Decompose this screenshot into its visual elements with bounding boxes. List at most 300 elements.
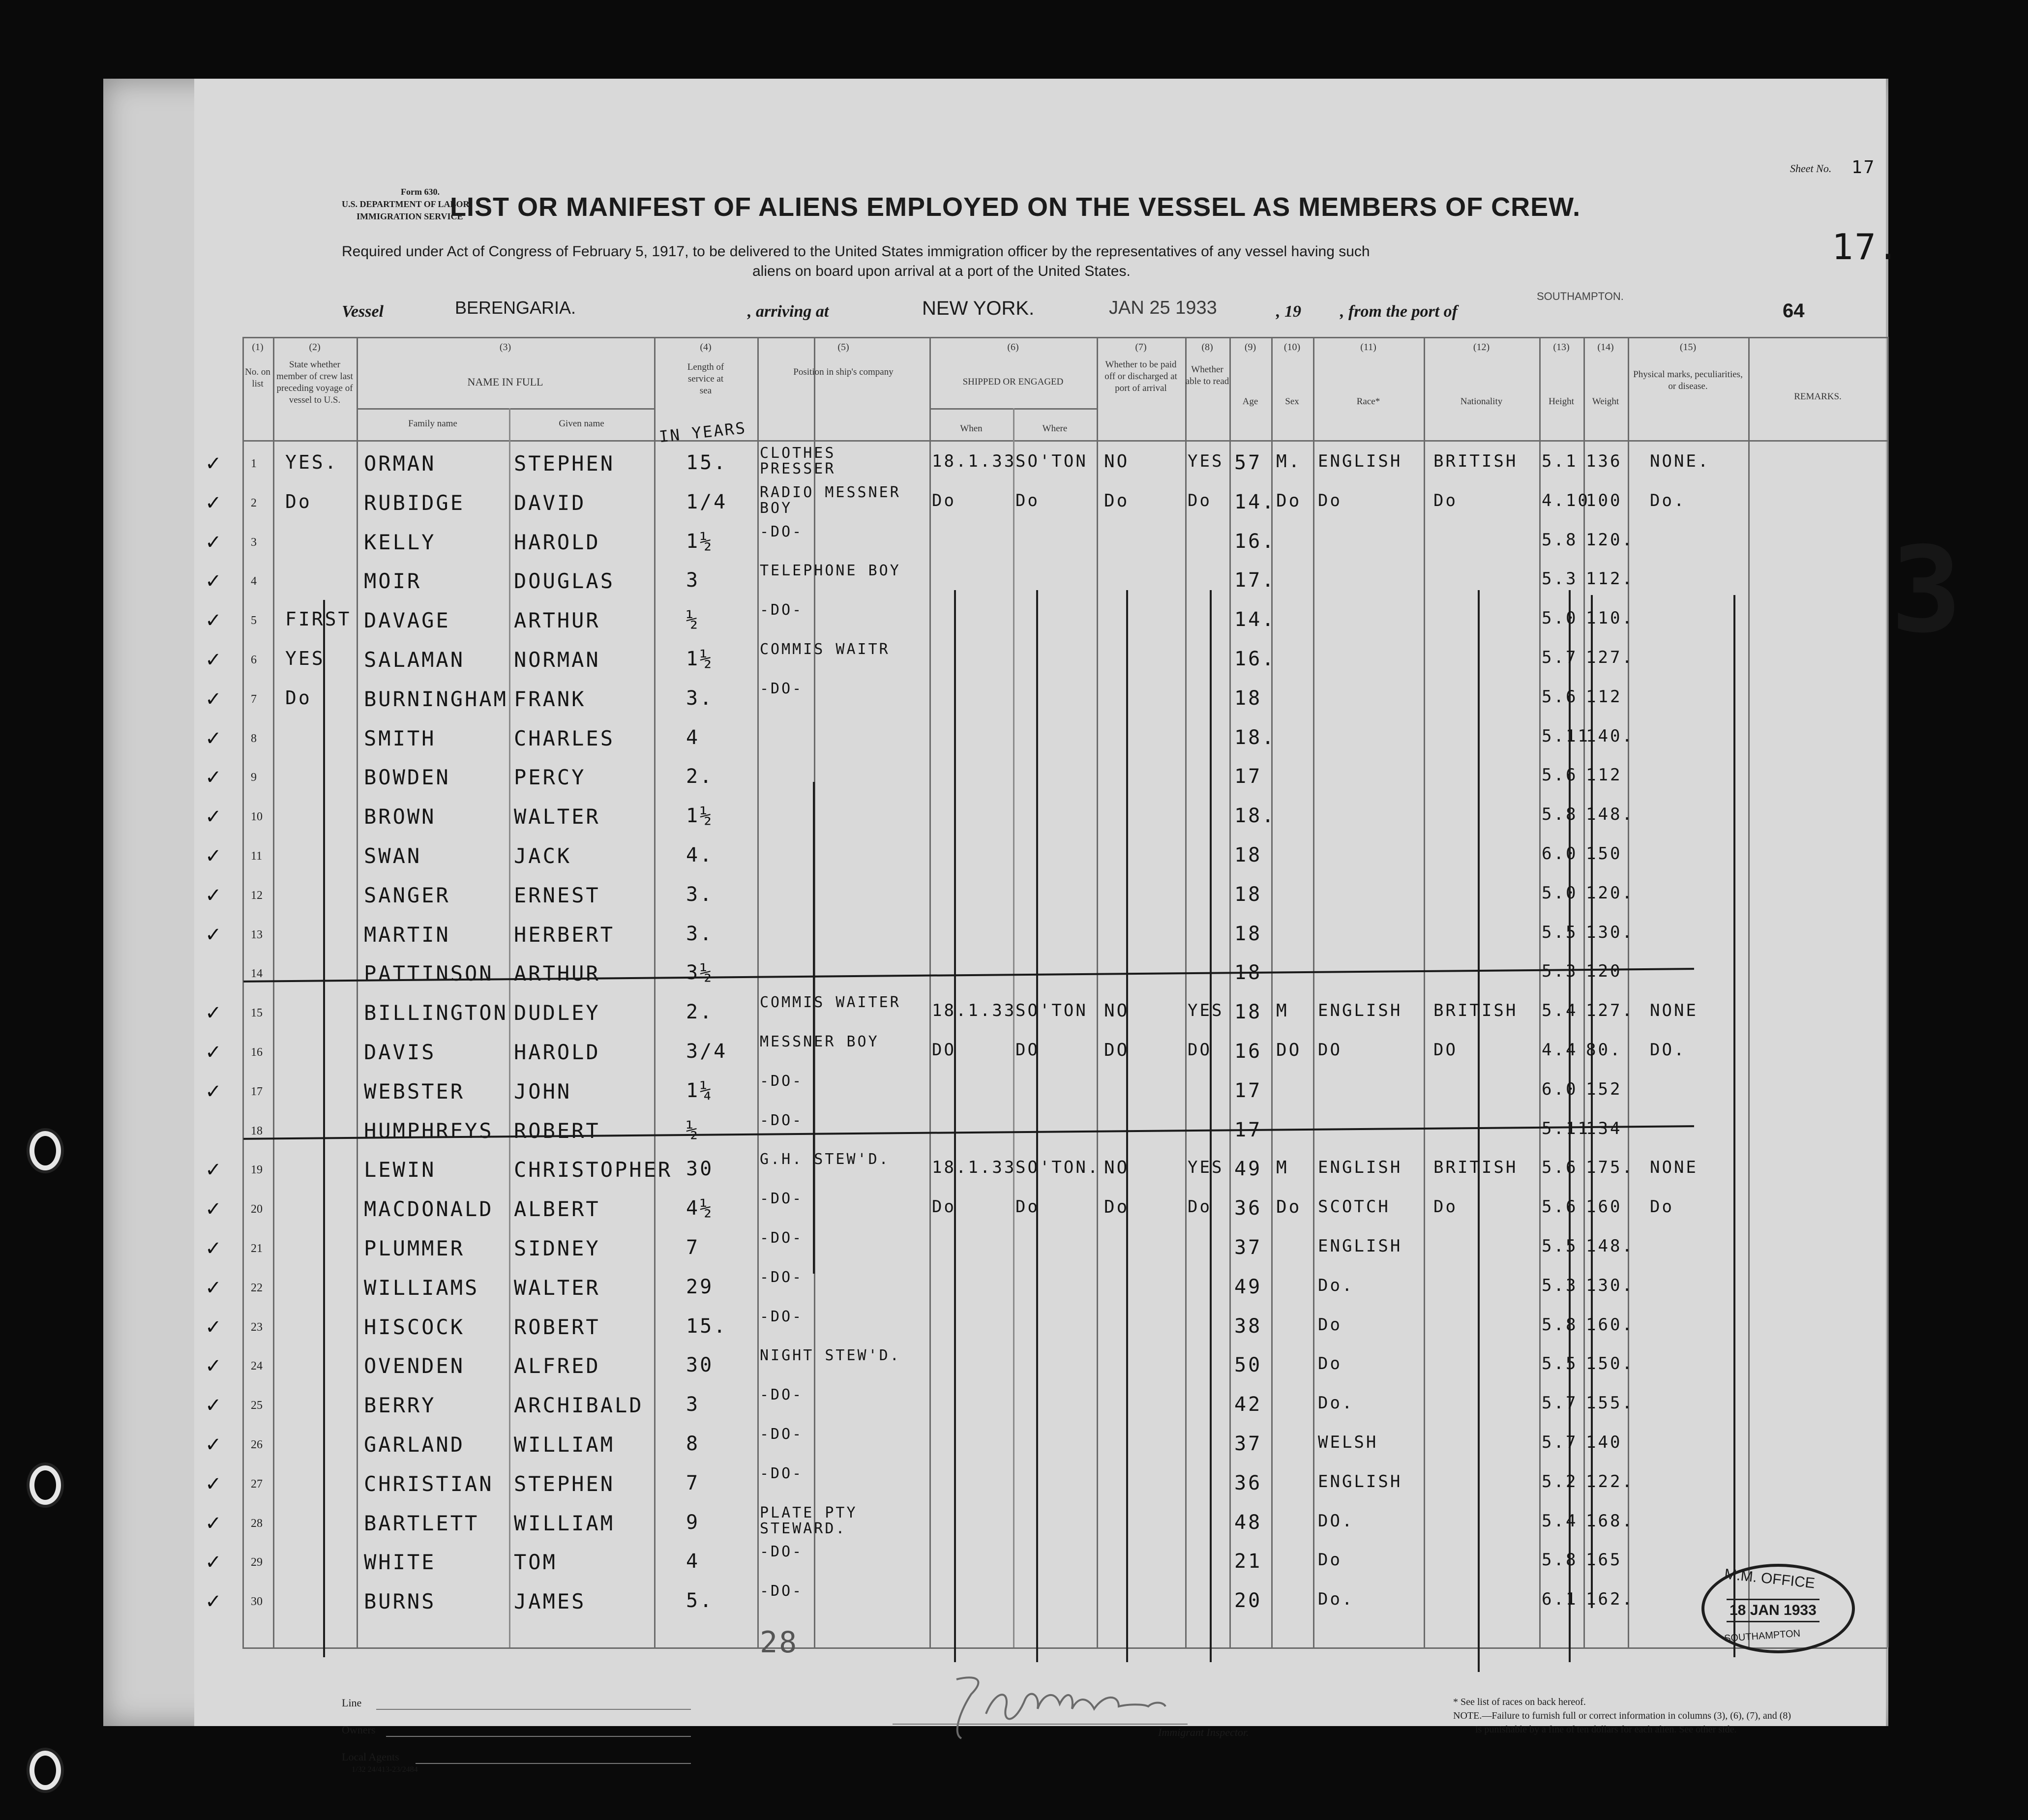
table-row: [194, 1424, 1886, 1462]
fine-note-2: is punishable by a fine of ten dollars for each alien. See other side.: [1475, 1724, 1737, 1735]
table-row: [194, 1384, 1886, 1423]
row-check-mark: ✓: [205, 1198, 222, 1221]
cell-age: 18: [1234, 844, 1262, 866]
cell-physical-marks: NONE: [1650, 1158, 1698, 1178]
cell-able-to-read: YES: [1188, 1001, 1224, 1021]
cell-physical-marks: Do.: [1650, 490, 1686, 510]
cell-given-name: STEPHEN: [514, 1471, 615, 1496]
header-previous-voyage: State whether member of crew last preceding voyage of vessel to U.S.: [276, 359, 353, 405]
row-check-mark: ✓: [205, 610, 222, 632]
cell-race: ENGLISH: [1318, 1471, 1402, 1492]
table-row: [194, 1227, 1886, 1266]
cell-given-name: DAVID: [514, 490, 586, 515]
cell-given-name: ARTHUR: [514, 608, 600, 633]
cell-given-name: DUDLEY: [514, 1001, 600, 1025]
cell-family-name: BERRY: [364, 1393, 436, 1418]
row-check-mark: ✓: [205, 727, 222, 749]
cell-weight: 140: [1586, 1432, 1622, 1452]
cell-age: 38: [1234, 1314, 1262, 1338]
header-shipped-engaged: SHIPPED OR ENGAGED: [962, 377, 1064, 387]
binder-ring: [30, 1131, 61, 1170]
cell-length-service: 30: [686, 1158, 714, 1181]
header-family-name: Family name: [408, 418, 457, 429]
cell-given-name: WALTER: [514, 805, 600, 829]
cell-position: COMMIS WAITER: [760, 994, 901, 1012]
row-number: 9: [251, 771, 257, 784]
cell-height: 5.6: [1542, 765, 1578, 785]
cell-sex: M.: [1276, 451, 1302, 472]
table-row: [194, 796, 1886, 835]
cell-given-name: PERCY: [514, 765, 586, 790]
cell-height: 5.3: [1542, 569, 1578, 589]
cell-given-name: ALBERT: [514, 1197, 600, 1222]
row-number: 14: [251, 967, 263, 981]
cell-nationality: Do: [1433, 1197, 1458, 1217]
cell-given-name: ROBERT: [514, 1118, 600, 1143]
agents-rule: [416, 1763, 691, 1764]
cell-family-name: HISCOCK: [364, 1314, 465, 1339]
cell-height: 5.2: [1542, 1471, 1578, 1492]
form-number: Form 630.: [401, 187, 440, 197]
cell-height: 5.8: [1542, 1550, 1578, 1570]
row-number: 8: [251, 732, 257, 745]
table-row: [194, 1149, 1886, 1188]
col-num-5: (5): [837, 342, 849, 353]
cell-age: 17: [1234, 765, 1262, 788]
cell-race: Do.: [1318, 1393, 1354, 1413]
table-row: [194, 1502, 1886, 1541]
cell-weight: 150.: [1586, 1354, 1634, 1374]
cell-length-service: 3/4: [686, 1040, 728, 1063]
cell-length-service: 1/4: [686, 490, 728, 513]
table-row: [194, 1188, 1886, 1227]
table-row: [194, 560, 1886, 599]
cell-position: CLOTHES PRESSER: [760, 445, 836, 477]
row-number: 13: [251, 928, 263, 941]
cell-family-name: SANGER: [364, 883, 450, 907]
cell-family-name: BURNS: [364, 1589, 436, 1614]
cell-height: 5.11: [1542, 1118, 1590, 1138]
cell-previous-voyage: FIRST: [285, 608, 352, 630]
table-row: [194, 1306, 1886, 1345]
row-number: 28: [251, 1517, 263, 1530]
header-when: When: [960, 423, 983, 434]
crew-table: [194, 443, 1886, 1647]
cell-position: -DO-: [760, 1072, 804, 1090]
cell-height: 5.4: [1542, 1001, 1578, 1021]
row-check-mark: ✓: [205, 924, 222, 946]
table-bottom-rule: [242, 1647, 1887, 1649]
cell-position: -DO-: [760, 1582, 804, 1600]
cell-able-to-read: Do: [1188, 490, 1212, 510]
row-number: 5: [251, 614, 257, 627]
cell-given-name: CHRISTOPHER: [514, 1158, 673, 1182]
mm-office-stamp: [1701, 1564, 1855, 1653]
cell-family-name: PATTINSON: [364, 961, 494, 986]
form-subtitle-2: aliens on board upon arrival at a port of the United States.: [752, 263, 1131, 279]
cell-height: 5.4: [1542, 1511, 1578, 1531]
row-check-mark: ✓: [205, 767, 222, 789]
cell-length-service: 7: [686, 1236, 700, 1259]
row-check-mark: ✓: [205, 1395, 222, 1417]
cell-paid-off: DO: [1104, 1040, 1130, 1060]
header-name-in-full: NAME IN FULL: [467, 376, 543, 388]
cell-family-name: MOIR: [364, 569, 422, 594]
cell-family-name: SWAN: [364, 844, 422, 868]
row-number: 23: [251, 1320, 263, 1334]
fine-note-1: NOTE.—Failure to furnish full or correct information in columns (3), (6), (7), and (8): [1453, 1710, 1791, 1721]
stamp-port: SOUTHAMPTON: [1724, 1628, 1801, 1644]
cell-family-name: WHITE: [364, 1550, 436, 1575]
cell-family-name: MACDONALD: [364, 1197, 494, 1222]
cell-age: 18: [1234, 1001, 1262, 1024]
row-check-mark: ✓: [205, 453, 222, 475]
row-number: 17: [251, 1085, 263, 1098]
col-num-8: (8): [1201, 342, 1213, 353]
table-row: [194, 639, 1886, 678]
print-code: 1/32 24/413-23/2484: [352, 1765, 418, 1774]
row-check-mark: ✓: [205, 649, 222, 671]
cell-position: -DO-: [760, 523, 804, 540]
cell-position: -DO-: [760, 1190, 804, 1208]
cell-weight: 140.: [1586, 726, 1634, 746]
cell-position: MESSNER BOY: [760, 1033, 879, 1050]
margin-mark: 3: [1891, 521, 1962, 659]
sheet-number: 17: [1851, 157, 1876, 178]
cell-family-name: OVENDEN: [364, 1354, 465, 1378]
cell-given-name: CHARLES: [514, 726, 615, 750]
cell-race: DO: [1318, 1040, 1342, 1060]
cell-position: G.H. STEW'D.: [760, 1151, 890, 1168]
row-number: 6: [251, 654, 257, 666]
row-number: 10: [251, 810, 263, 824]
table-row: [194, 1031, 1886, 1070]
table-row: [194, 756, 1886, 795]
local-agents-label: Local Agents: [342, 1751, 399, 1763]
cell-weight: 120.: [1586, 530, 1634, 550]
row-check-mark: ✓: [205, 492, 222, 514]
row-check-mark: ✓: [205, 845, 222, 867]
cell-height: 5.7: [1542, 1432, 1578, 1452]
cell-given-name: WILLIAM: [514, 1511, 615, 1535]
cell-where: DO: [1015, 1040, 1040, 1060]
cell-weight: 152: [1586, 1079, 1622, 1099]
row-check-mark: ✓: [205, 1080, 222, 1103]
cell-family-name: GARLAND: [364, 1432, 465, 1457]
cell-age: 49: [1234, 1158, 1262, 1181]
table-row: [194, 678, 1886, 717]
cell-given-name: WALTER: [514, 1275, 600, 1300]
cell-height: 5.7: [1542, 648, 1578, 667]
cell-weight: 100: [1586, 490, 1622, 510]
cell-age: 16: [1234, 1040, 1262, 1063]
cell-paid-off: Do: [1104, 490, 1130, 511]
cell-physical-marks: DO.: [1650, 1040, 1686, 1060]
cell-family-name: DAVIS: [364, 1040, 436, 1064]
cell-length-service: 1½: [686, 648, 714, 670]
row-check-mark: ✓: [205, 1434, 222, 1456]
cell-age: 36: [1234, 1471, 1262, 1494]
cell-weight: 127.: [1586, 1001, 1634, 1021]
stamp-date: 18 JAN 1933: [1727, 1599, 1819, 1622]
cell-given-name: HAROLD: [514, 1040, 600, 1064]
stamp-office: M.M. OFFICE: [1723, 1566, 1816, 1592]
line-label: Line: [342, 1697, 362, 1709]
cell-given-name: SIDNEY: [514, 1236, 600, 1260]
cell-family-name: BILLINGTON: [364, 1001, 508, 1025]
cell-paid-off: NO: [1104, 1158, 1130, 1178]
binder-ring: [30, 1465, 61, 1505]
cell-able-to-read: YES: [1188, 451, 1224, 471]
col-num-2: (2): [309, 342, 321, 353]
cell-weight: 130.: [1586, 922, 1634, 942]
cell-age: 37: [1234, 1432, 1262, 1455]
cell-able-to-read: Do: [1188, 1197, 1212, 1217]
cell-family-name: BOWDEN: [364, 765, 450, 790]
cell-age: 18: [1234, 883, 1262, 906]
cell-where: SO'TON: [1015, 451, 1088, 471]
header-length-of-service: Length of service at sea: [687, 362, 724, 396]
cell-length-service: 3.: [686, 686, 714, 710]
cell-length-service: 30: [686, 1354, 714, 1377]
table-top-rule: [242, 337, 1887, 338]
cell-where: SO'TON.: [1015, 1158, 1100, 1178]
row-check-mark: ✓: [205, 1238, 222, 1259]
sheet-number-handwritten: 17.: [1832, 226, 1901, 268]
cell-family-name: DAVAGE: [364, 608, 450, 633]
cell-position: -DO-: [760, 1386, 804, 1404]
cell-given-name: WILLIAM: [514, 1432, 615, 1457]
row-check-mark: ✓: [205, 1473, 222, 1495]
table-row: [194, 1110, 1886, 1149]
cell-race: ENGLISH: [1318, 451, 1402, 471]
year-label: , 19: [1276, 302, 1301, 321]
sheet-number-label: Sheet No.: [1790, 162, 1832, 175]
cell-height: 5.3: [1542, 1275, 1578, 1295]
cell-race: Do.: [1318, 1275, 1354, 1295]
table-row: [194, 599, 1886, 638]
cell-given-name: JAMES: [514, 1589, 586, 1614]
col-num-13: (13): [1553, 342, 1570, 353]
cell-length-service: ½: [686, 1118, 700, 1141]
row-check-mark: ✓: [205, 570, 222, 593]
cell-height: 5.0: [1542, 883, 1578, 903]
cell-given-name: ARCHIBALD: [514, 1393, 644, 1418]
col-num-6: (6): [1007, 342, 1019, 353]
cell-length-service: 2.: [686, 765, 714, 788]
port-of-departure: SOUTHAMPTON.: [1537, 290, 1624, 302]
row-check-mark: ✓: [205, 531, 222, 553]
table-row: [194, 1345, 1886, 1384]
row-number: 19: [251, 1164, 263, 1177]
service-label: IMMIGRATION SERVICE: [357, 211, 463, 221]
table-row: [194, 717, 1886, 756]
cell-height: 5.3: [1542, 961, 1578, 982]
header-where: Where: [1042, 423, 1068, 434]
header-remarks: REMARKS.: [1794, 391, 1842, 402]
header-able-to-read: Whether able to read: [1185, 364, 1229, 387]
cell-weight: 148.: [1586, 805, 1634, 825]
cell-weight: 112: [1586, 686, 1622, 707]
manifest-sheet: [103, 79, 1962, 1774]
cell-position: COMMIS WAITR: [760, 641, 890, 658]
cell-age: 21: [1234, 1550, 1262, 1573]
col-num-14: (14): [1597, 342, 1614, 353]
cell-length-service: 1½: [686, 805, 714, 828]
cell-when: Do: [932, 490, 956, 510]
cell-able-to-read: DO: [1188, 1040, 1212, 1060]
cell-height: 5.6: [1542, 686, 1578, 707]
cell-age: 14.: [1234, 490, 1276, 513]
port-of-arrival: NEW YORK.: [922, 298, 1035, 319]
row-check-mark: ✓: [205, 806, 222, 828]
cell-family-name: BROWN: [364, 805, 436, 829]
cell-weight: 160: [1586, 1197, 1622, 1217]
table-row: [194, 874, 1886, 913]
row-check-mark: ✓: [205, 1551, 222, 1574]
table-row: [194, 953, 1886, 991]
cell-family-name: BURNINGHAM: [364, 686, 508, 711]
cell-weight: 165: [1586, 1550, 1622, 1570]
row-number: 1: [251, 457, 257, 470]
cell-able-to-read: YES: [1188, 1158, 1224, 1178]
cell-height: 5.6: [1542, 1197, 1578, 1217]
cell-when: 18.1.33: [932, 1001, 1016, 1021]
cell-weight: 136: [1586, 451, 1622, 471]
cell-age: 17.: [1234, 569, 1276, 592]
cell-physical-marks: NONE: [1650, 1001, 1698, 1021]
cell-race: ENGLISH: [1318, 1236, 1402, 1256]
cell-position: -DO-: [760, 601, 804, 619]
cell-position: -DO-: [760, 1308, 804, 1325]
cell-length-service: 3½: [686, 961, 714, 985]
cell-weight: 127.: [1586, 648, 1634, 667]
vessel-label: Vessel: [342, 302, 384, 321]
cell-weight: 120.: [1586, 883, 1634, 903]
col-rule: [1887, 337, 1889, 1647]
cell-given-name: NORMAN: [514, 648, 600, 672]
cell-family-name: ORMAN: [364, 451, 436, 476]
cell-position: -DO-: [760, 1268, 804, 1286]
table-row: [194, 1071, 1886, 1109]
cell-height: 5.0: [1542, 608, 1578, 628]
cell-when: 18.1.33: [932, 451, 1016, 471]
cell-weight: 122.: [1586, 1471, 1634, 1492]
cell-family-name: SMITH: [364, 726, 436, 750]
cell-height: 5.8: [1542, 530, 1578, 550]
cell-height: 4.4: [1542, 1040, 1578, 1060]
cell-position: TELEPHONE BOY: [760, 562, 901, 580]
header-nationality: Nationality: [1460, 396, 1503, 407]
row-number: 20: [251, 1203, 263, 1216]
cell-sex: Do: [1276, 1197, 1302, 1218]
cell-race: Do: [1318, 1314, 1342, 1335]
cell-physical-marks: Do: [1650, 1197, 1674, 1217]
cell-length-service: 4: [686, 1550, 700, 1573]
cell-height: 6.0: [1542, 844, 1578, 864]
cell-length-service: 4.: [686, 844, 714, 866]
cell-height: 5.7: [1542, 1393, 1578, 1413]
cell-nationality: BRITISH: [1433, 451, 1518, 471]
cell-when: DO: [932, 1040, 956, 1060]
row-check-mark: ✓: [205, 1512, 222, 1534]
cell-length-service: 15.: [686, 451, 728, 474]
table-row: [194, 521, 1886, 560]
col-num-11: (11): [1360, 342, 1376, 353]
cell-age: 16.: [1234, 530, 1276, 553]
table-row: [194, 1463, 1886, 1502]
cell-age: 14.: [1234, 608, 1276, 631]
form-title: LIST OR MANIFEST OF ALIENS EMPLOYED ON THE VESSEL AS MEMBERS OF CREW.: [450, 192, 1581, 222]
row-number: 7: [251, 692, 257, 706]
cell-race: ENGLISH: [1318, 1001, 1402, 1021]
row-number: 4: [251, 575, 257, 588]
cell-age: 20: [1234, 1589, 1262, 1612]
row-number: 22: [251, 1281, 263, 1294]
row-check-mark: ✓: [205, 1159, 222, 1181]
cell-position: -DO-: [760, 1111, 804, 1129]
cell-height: 5.1: [1542, 451, 1578, 471]
header-given-name: Given name: [559, 418, 604, 429]
cell-where: SO'TON: [1015, 1001, 1088, 1021]
arrival-date-stamp: JAN 25 1933: [1109, 298, 1217, 318]
cell-length-service: 15.: [686, 1314, 728, 1338]
cell-family-name: MARTIN: [364, 922, 450, 947]
cell-height: 5.8: [1542, 805, 1578, 825]
row-check-mark: ✓: [205, 1355, 222, 1377]
cell-length-service: 4½: [686, 1197, 714, 1220]
binder-ring: [30, 1751, 61, 1790]
cell-length-service: 1¼: [686, 1079, 714, 1102]
owners-rule: [386, 1736, 691, 1737]
cell-position: -DO-: [760, 1543, 804, 1561]
cell-family-name: SALAMAN: [364, 648, 465, 672]
row-number: 16: [251, 1046, 263, 1059]
table-row: [194, 1267, 1886, 1306]
cell-when: 18.1.33: [932, 1158, 1016, 1178]
cell-height: 6.1: [1542, 1589, 1578, 1610]
cell-sex: M: [1276, 1158, 1289, 1178]
cell-given-name: ERNEST: [514, 883, 600, 907]
cell-sex: M: [1276, 1001, 1289, 1021]
from-port-label: , from the port of: [1340, 302, 1458, 321]
cell-previous-voyage: YES: [285, 648, 325, 669]
cell-height: 5.8: [1542, 1314, 1578, 1335]
cell-nationality: DO: [1433, 1040, 1458, 1060]
cell-height: 6.0: [1542, 1079, 1578, 1099]
row-number: 29: [251, 1556, 263, 1569]
cell-age: 36: [1234, 1197, 1262, 1220]
header-physical-marks: Physical marks, peculiarities, or disease.: [1633, 369, 1743, 391]
col-num-15: (15): [1679, 342, 1697, 353]
cell-race: DO.: [1318, 1511, 1354, 1531]
races-note: * See list of races on back hereof.: [1453, 1697, 1586, 1707]
cell-age: 57: [1234, 451, 1262, 474]
name-subheader-rule: [357, 408, 654, 410]
cell-where: Do: [1015, 490, 1040, 510]
cell-position: -DO-: [760, 1229, 804, 1247]
cell-weight: 155.: [1586, 1393, 1634, 1413]
cell-weight: 134: [1586, 1118, 1622, 1138]
cell-given-name: ROBERT: [514, 1314, 600, 1339]
cell-weight: 150: [1586, 844, 1622, 864]
cell-weight: 112.: [1586, 569, 1634, 589]
form-area: [194, 79, 1962, 1774]
cell-age: 48: [1234, 1511, 1262, 1534]
cell-position: -DO-: [760, 680, 804, 697]
cell-previous-voyage: YES.: [285, 451, 338, 473]
cell-when: Do: [932, 1197, 956, 1217]
